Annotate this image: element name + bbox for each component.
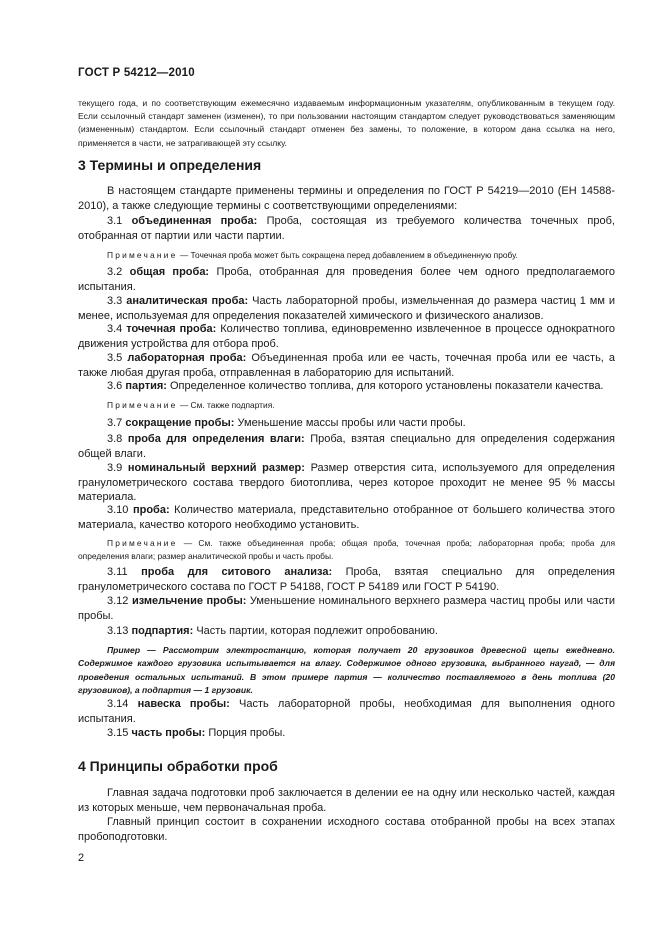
- term-definition: Проба, взятая специально для определения гранулометрического состава по ГОСТ Р 54188, ГОСТ Р 54189 или ГОСТ Р 54190.: [78, 566, 615, 593]
- term-number: 3.15: [107, 727, 129, 739]
- term-name: общая проба:: [129, 266, 210, 278]
- note-2: [78, 399, 615, 412]
- term-3-13: [78, 624, 615, 639]
- term-name: номинальный верхний размер:: [127, 462, 305, 474]
- page-number: 2: [78, 852, 85, 864]
- note-text: — См. также подпартия.: [179, 400, 275, 410]
- term-3-11: [78, 565, 615, 594]
- term-name: часть пробы:: [131, 727, 206, 739]
- term-name: аналитическая проба:: [126, 295, 249, 307]
- term-definition: Часть лабораторной пробы, необходимая для выполнения одного испытания.: [78, 698, 615, 725]
- standard-header: ГОСТ Р 54212—2010: [78, 67, 195, 79]
- term-definition: Определенное количество топлива, для которого установлены показатели качества.: [170, 380, 604, 392]
- note-text: — См. также объединенная проба; общая проба, точечная проба; лабораторная проба; проба для определения влаги; размер аналитической пробы и часть пробы.: [78, 538, 615, 561]
- term-3-8: [78, 432, 615, 461]
- example-paragraph: Пример — Рассмотрим электростанцию, которая получает 20 грузовиков древесной щепы ежедневно. Содержимое каждого грузовика испытывается на влагу. Содержимое одного грузовика, выбранного наугад, — для проведения остальных испытаний. В этом примере партия — количество поставляемого в день топлива (20 грузовиков), а подпартия — 1 грузовик.: [78, 645, 615, 696]
- term-definition: Порция пробы.: [208, 727, 286, 739]
- note-text: — Точечная проба может быть сокращена перед добавлением в объединенную пробу.: [179, 250, 518, 260]
- note-3: [78, 537, 615, 562]
- term-3-9: [78, 461, 615, 505]
- term-3-4: [78, 322, 615, 351]
- term-definition: Проба, взятая специально для определения содержания общей влаги.: [78, 433, 615, 460]
- term-number: 3.9: [107, 462, 123, 474]
- term-name: сокращение пробы:: [125, 417, 235, 429]
- note-label: Примечание: [107, 250, 178, 260]
- term-name: проба:: [132, 504, 170, 516]
- section-4-heading: 4 Принципы обработки проб: [78, 758, 278, 774]
- term-definition: Размер отверстия сита, используемого для определения гранулометрического состава твердого биотоплива, через которое проходит не менее 95 % массы материала.: [78, 462, 615, 504]
- term-number: 3.7: [107, 417, 123, 429]
- term-name: лабораторная проба:: [127, 352, 247, 364]
- term-name: объединенная проба:: [131, 215, 258, 227]
- term-number: 3.14: [107, 698, 129, 710]
- term-definition: Объединенная проба или ее часть, точечная проба или ее часть, а также любая другая проба, отправленная в лабораторию для испытаний.: [78, 352, 616, 379]
- term-number: 3.13: [107, 625, 129, 637]
- term-number: 3.2: [107, 266, 123, 278]
- term-name: проба для ситового анализа:: [141, 566, 333, 578]
- section-3-heading: 3 Термины и определения: [78, 157, 262, 173]
- term-definition: Часть лабораторной пробы, измельченная до размера частиц 1 мм и менее, используемая для определения показателей химического и физического анализов.: [78, 295, 616, 322]
- term-3-12: [78, 594, 615, 623]
- term-3-15: [78, 726, 615, 741]
- term-3-1: [78, 214, 615, 243]
- term-3-14: [78, 697, 615, 726]
- term-number: 3.1: [107, 215, 123, 227]
- term-definition: Часть партии, которая подлежит опробованию.: [196, 625, 438, 637]
- term-number: 3.11: [107, 566, 128, 578]
- term-number: 3.6: [107, 380, 123, 392]
- term-definition: Уменьшение массы пробы или части пробы.: [237, 417, 466, 429]
- section-4-paragraph-2: Главный принцип состоит в сохранении исходного состава отобранной пробы на всех этапах пробоподготовки.: [78, 816, 615, 843]
- term-number: 3.3: [107, 295, 123, 307]
- term-name: партия:: [125, 380, 167, 392]
- term-number: 3.10: [107, 504, 129, 516]
- term-name: точечная проба:: [126, 323, 217, 335]
- intro-paragraph: текущего года, и по соответствующим ежемесячно издаваемым информационным указателям, опубликованным в текущем году. Если ссылочный стандарт заменен (изменен), то при пользовании настоящим стандартом следует руководствоваться заменяющим (измененным) стандартом. Если ссылочный стандарт отменен без замены, то положение, в котором дана ссылка на него, применяется в части, не затрагивающей эту ссылку.: [78, 98, 615, 148]
- section-3-lead: В настоящем стандарте применены термины и определения по ГОСТ Р 54219—2010 (ЕН 14588-2010), а также следующие термины с соответствующими определениями:: [78, 185, 615, 212]
- term-number: 3.12: [107, 595, 129, 607]
- term-3-10: [78, 503, 615, 532]
- term-name: измельчение пробы:: [131, 595, 247, 607]
- term-name: подпартия:: [131, 625, 194, 637]
- term-definition: Количество материала, представительно отобранное от большего количества этого материала, качество которого необходимо установить.: [78, 504, 615, 531]
- term-3-5: [78, 351, 615, 380]
- term-definition: Проба, состоящая из требуемого количества точечных проб, отобранная от партии или части партии.: [78, 215, 615, 242]
- term-3-2: [78, 265, 615, 294]
- term-3-6: [78, 379, 615, 394]
- term-number: 3.4: [107, 323, 123, 335]
- term-definition: Количество топлива, единовременно извлеченное в процессе однократного движения устройства для отбора проб.: [78, 323, 616, 350]
- section-4-paragraph-1: Главная задача подготовки проб заключается в делении ее на одну или несколько частей, каждая из которых меньше, чем первоначальная проба.: [78, 787, 615, 814]
- term-definition: Проба, отобранная для проведения более чем одного предполагаемого испытания.: [78, 266, 615, 293]
- term-3-7: [78, 416, 615, 431]
- term-number: 3.8: [107, 433, 123, 445]
- term-3-3: [78, 294, 615, 323]
- term-name: навеска пробы:: [137, 698, 230, 710]
- term-number: 3.5: [107, 352, 123, 364]
- note-label: Примечание: [107, 538, 178, 548]
- term-name: проба для определения влаги:: [127, 433, 305, 445]
- note-1: [78, 249, 615, 262]
- note-label: Примечание: [107, 400, 178, 410]
- term-definition: Уменьшение номинального верхнего размера частиц пробы или части пробы.: [78, 595, 615, 622]
